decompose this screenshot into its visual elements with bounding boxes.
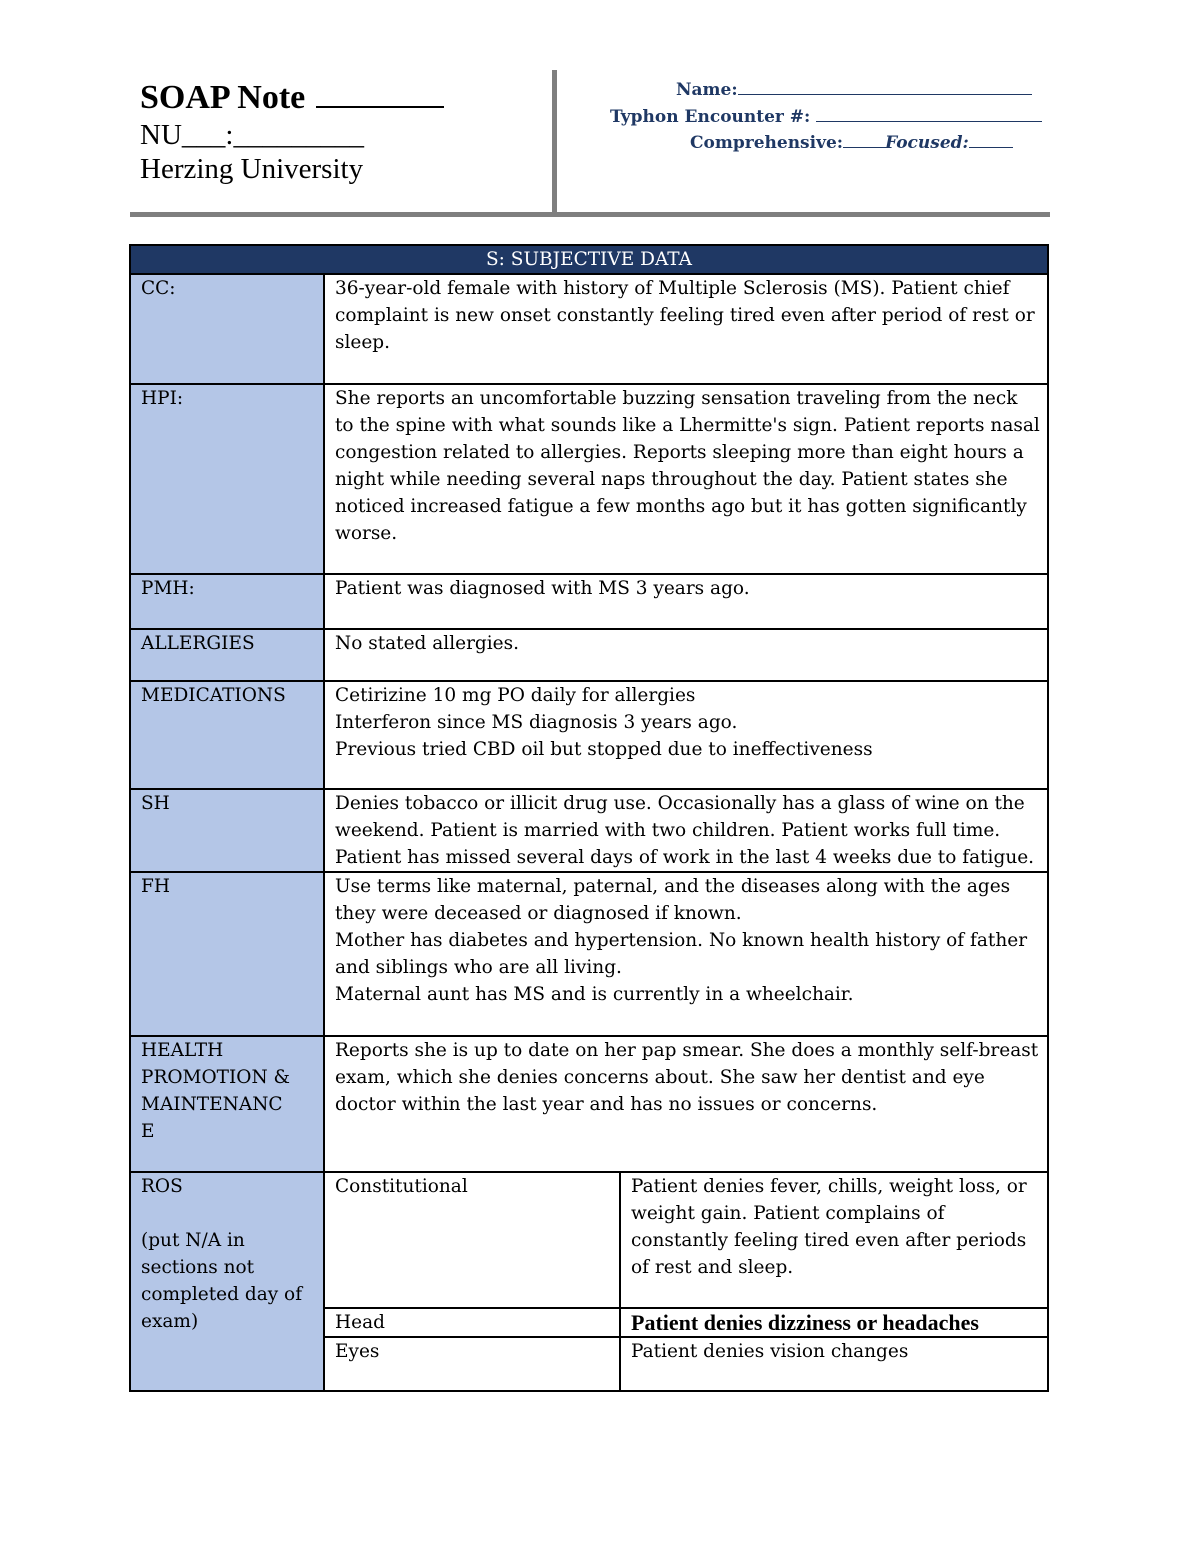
sh-label: SH (130, 789, 324, 872)
health-promotion-content: Reports she is up to date on her pap smear. She does a monthly self-breast exam, which she denies concerns about. She saw her dentist and eye doctor within the last year and has no issues or concerns. (324, 1036, 1048, 1172)
ros-system-head: Head (324, 1308, 620, 1337)
pmh-label: PMH: (130, 574, 324, 629)
ros-system-eyes: Eyes (324, 1337, 620, 1391)
allergies-content: No stated allergies. (324, 629, 1048, 681)
sh-content: Denies tobacco or illicit drug use. Occasionally has a glass of wine on the weekend. Patient is married with two children. Patient works full time. Patient has missed several days of work in the last 4 weeks due to fatigue. (324, 789, 1048, 872)
name-field[interactable]: Name: (676, 80, 1032, 100)
hpi-label: HPI: (130, 384, 324, 574)
hpi-content: She reports an uncomfortable buzzing sensation traveling from the neck to the spine with what sounds like a Lhermitte's sign. Patient reports nasal congestion related to allergies. Reports sleeping more than eight hours a night while needing several naps throughout the day. Patient states she noticed increased fatigue a few months ago but it has gotten significantly worse. (324, 384, 1048, 574)
fh-label: FH (130, 872, 324, 1036)
comprehensive-blank[interactable] (843, 133, 885, 148)
university-name: Herzing University (140, 153, 364, 185)
cc-content: 36-year-old female with history of Multiple Sclerosis (MS). Patient chief complaint is new onset constantly feeling tired even after period of rest or sleep. (324, 274, 1048, 384)
document-title: SOAP Note (140, 78, 444, 118)
ros-finding-eyes: Patient denies vision changes (620, 1337, 1048, 1391)
ros-finding-constitutional: Patient denies fever, chills, weight loss, or weight gain. Patient complains of constantly feeling tired even after periods of rest and sleep. (620, 1172, 1048, 1308)
medications-label: MEDICATIONS (130, 681, 324, 789)
encounter-type (690, 133, 1013, 153)
header-divider-horizontal (130, 212, 1050, 217)
focused-label: Focused: (885, 133, 969, 153)
focused-blank[interactable] (969, 133, 1013, 148)
fh-content: Use terms like maternal, paternal, and the diseases along with the ages they were deceased or diagnosed if known. Mother has diabetes and hypertension. No known health history of father and siblings who are all living. Maternal aunt has MS and is currently in a wheelchair. (324, 872, 1048, 1036)
pmh-content: Patient was diagnosed with MS 3 years ago. (324, 574, 1048, 629)
ros-label: ROS (put N/A in sections not completed day of exam) (130, 1172, 324, 1391)
cc-label: CC: (130, 274, 324, 384)
comprehensive-label: Comprehensive: (690, 133, 844, 153)
allergies-label: ALLERGIES (130, 629, 324, 681)
typhon-field[interactable]: Typhon Encounter #: (610, 107, 1042, 127)
subjective-data-table (129, 244, 1049, 1392)
title-blank (316, 78, 444, 108)
course-code: NU___:_________ (140, 119, 364, 151)
section-banner: S: SUBJECTIVE DATA (130, 245, 1048, 274)
ros-finding-head: Patient denies dizziness or headaches (620, 1308, 1048, 1337)
ros-system-constitutional: Constitutional (324, 1172, 620, 1308)
health-promotion-label: HEALTH PROMOTION & MAINTENANC E (130, 1036, 324, 1172)
header-divider-vertical (552, 70, 557, 215)
medications-content: Cetirizine 10 mg PO daily for allergies Interferon since MS diagnosis 3 years ago. Previous tried CBD oil but stopped due to ineffectiveness (324, 681, 1048, 789)
header-left (140, 78, 444, 186)
